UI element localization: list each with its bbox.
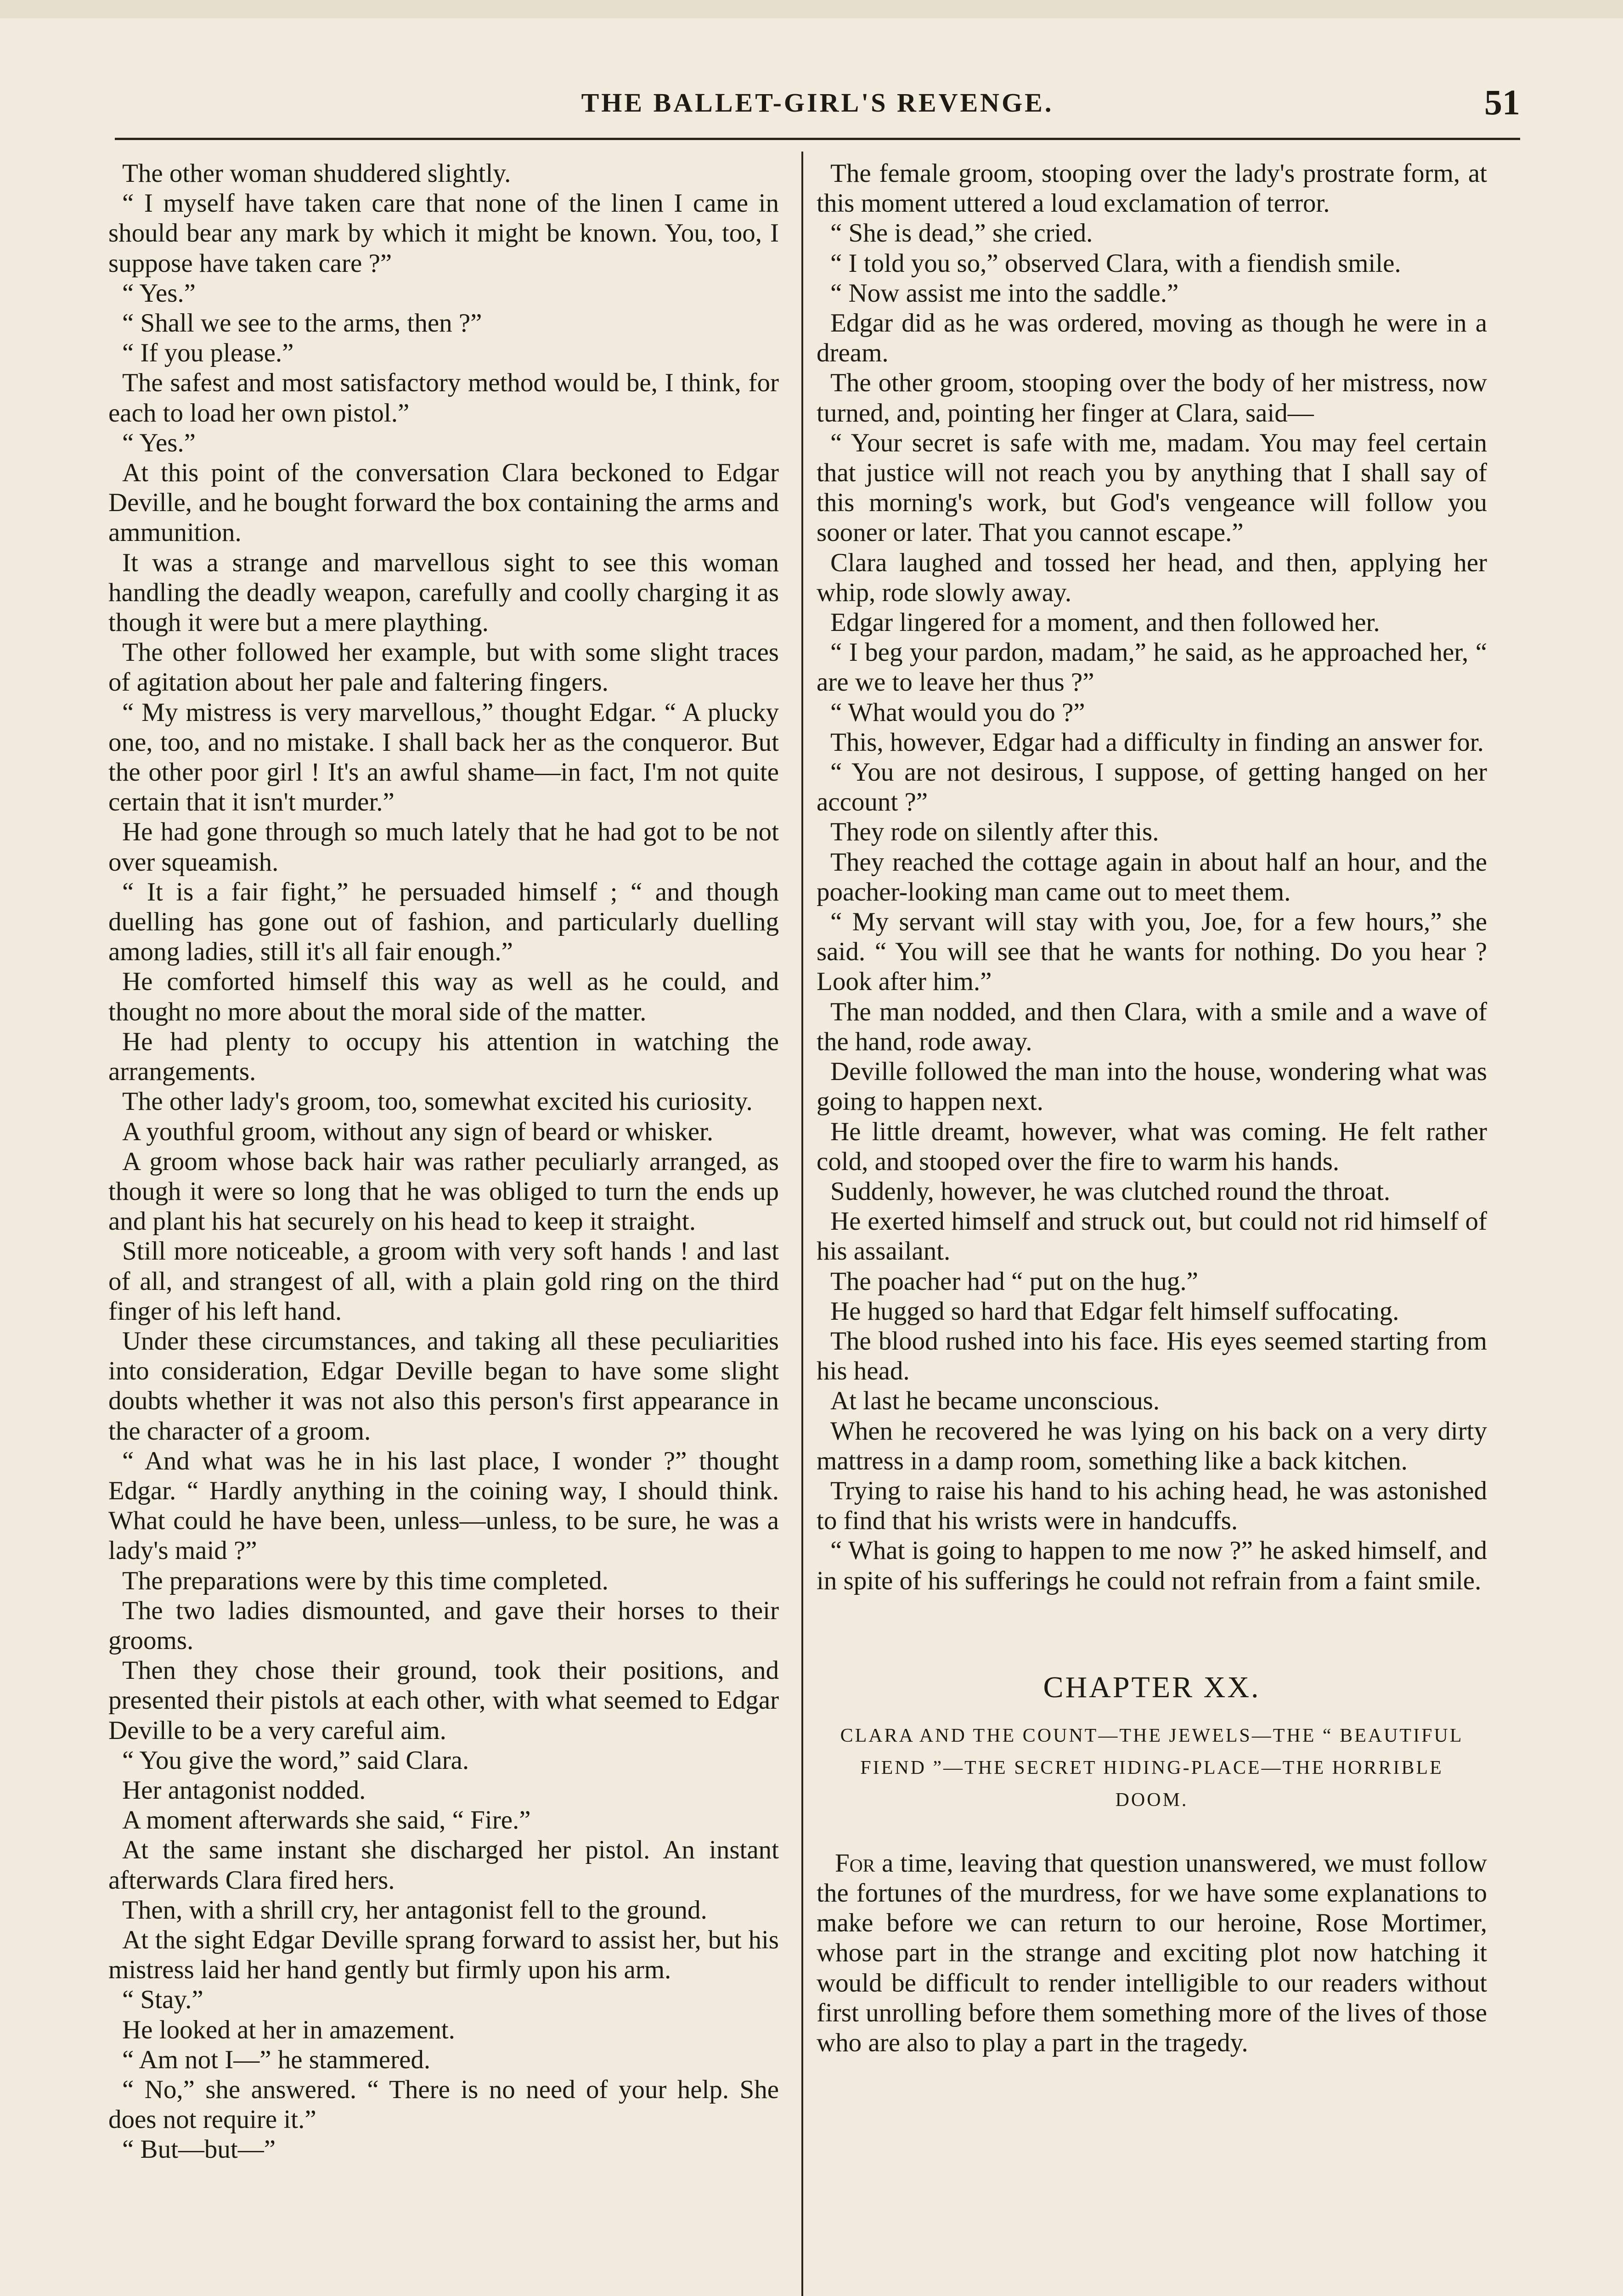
left-column [108, 158, 779, 2165]
paragraph: “ But—but—” [122, 2135, 276, 2164]
paragraph: The man nodded, and then Clara, with a smile and a wave of the hand, rode away. [817, 997, 1487, 1056]
paragraph: “ You are not desirous, I suppose, of getting hanged on her account ?” [817, 758, 1487, 817]
paragraph: “ Yes.” [122, 278, 196, 308]
paragraph: He looked at her in amazement. [122, 2015, 455, 2044]
paragraph: “ I told you so,” observed Clara, with a fiendish smile. [830, 248, 1401, 278]
paragraph: “ And what was he in his last place, I wonder ?” thought Edgar. “ Hardly anything in the coining way, I should think. What could he have been, unless—unless, to be sure, he was a lady's maid ?” [108, 1446, 779, 1565]
paragraph: At the sight Edgar Deville sprang forward to assist her, but his mistress laid her hand gently but firmly upon his arm. [108, 1925, 779, 1985]
page-number: 51 [1484, 82, 1520, 122]
paragraph: Trying to raise his hand to his aching head, he was astonished to find that his wrists were in handcuffs. [817, 1476, 1487, 1536]
paragraph: Still more noticeable, a groom with very soft hands ! and last of all, and strangest of all, with a plain gold ring on the third finger of his left hand. [108, 1237, 779, 1326]
paragraph: “ What would you do ?” [830, 698, 1085, 727]
paragraph: At the same instant she discharged her pistol. An instant afterwards Clara fired hers. [108, 1835, 779, 1895]
paragraph: “ Am not I—” he stammered. [122, 2045, 431, 2074]
paragraph: Suddenly, however, he was clutched round the throat. [830, 1176, 1391, 1206]
opening-word: For [835, 1848, 875, 1878]
paragraph: “ She is dead,” she cried. [830, 219, 1093, 248]
paragraph: “ Stay.” [122, 1985, 203, 2015]
paragraph: A moment afterwards she said, “ Fire.” [122, 1806, 531, 1835]
paragraph: The other followed her example, but with some slight traces of agitation about her pale and faltering fingers. [108, 638, 779, 697]
paragraph: “ If you please.” [122, 338, 294, 368]
header-rule [115, 138, 1520, 140]
paragraph: The other lady's groom, too, somewhat excited his curiosity. [122, 1087, 753, 1116]
paragraph: The female groom, stooping over the lady's prostrate form, at this moment uttered a loud exclamation of terror. [817, 159, 1487, 218]
paragraph: “ It is a fair fight,” he persuaded himself ; “ and though duelling has gone out of fashion, and particularly duelling among ladies, still it's all fair enough.” [108, 877, 779, 967]
paragraph: The other woman shuddered slightly. [122, 159, 511, 188]
paragraph: “ My mistress is very marvellous,” thought Edgar. “ A plucky one, too, and no mistake. I shall back her as the conqueror. But the other poor girl ! It's an awful shame—in fact, I'm not quite certain that it isn't murder.” [108, 698, 779, 817]
paragraph: They rode on silently after this. [830, 817, 1159, 847]
paragraph: “ You give the word,” said Clara. [122, 1745, 469, 1775]
paragraph: A youthful groom, without any sign of beard or whisker. [122, 1117, 714, 1146]
paragraph: Deville followed the man into the house, wondering what was going to happen next. [817, 1057, 1487, 1116]
paragraph: At last he became unconscious. [830, 1386, 1160, 1416]
paragraph: The safest and most satisfactory method would be, I think, for each to load her own pistol.” [108, 368, 779, 428]
paragraph: “ I beg your pardon, madam,” he said, as he approached her, “ are we to leave her thus ?” [817, 638, 1487, 697]
paragraph: He had plenty to occupy his attention in watching the arrangements. [108, 1027, 779, 1086]
paragraph: At this point of the conversation Clara beckoned to Edgar Deville, and he bought forward the box containing the arms and ammunition. [108, 458, 779, 547]
paragraph: Edgar did as he was ordered, moving as though he were in a dream. [817, 309, 1487, 368]
paragraph: The other groom, stooping over the body of her mistress, now turned, and, pointing her finger at Clara, said— [817, 368, 1487, 428]
paragraph: Then, with a shrill cry, her antagonist fell to the ground. [122, 1895, 707, 1925]
paragraph: “ Your secret is safe with me, madam. You may feel certain that justice will not reach you by anything that I shall say of this morning's work, but God's vengeance will follow you sooner or later. That you cannot escape.” [817, 428, 1487, 547]
chapter-opening [817, 1848, 1487, 2058]
paragraph: “ What is going to happen to me now ?” he asked himself, and in spite of his sufferings he could not refrain from a faint smile. [817, 1536, 1487, 1595]
paragraph: He little dreamt, however, what was coming. He felt rather cold, and stooped over the fire to warm his hands. [817, 1117, 1487, 1176]
paragraph: The preparations were by this time completed. [122, 1566, 609, 1595]
paragraph: When he recovered he was lying on his back on a very dirty mattress in a damp room, something like a back kitchen. [817, 1416, 1487, 1475]
paragraph: Under these circumstances, and taking all these peculiarities into consideration, Edgar Deville began to have some slight doubts whether it was not also this person's first appearance in the character of a groom. [108, 1326, 779, 1446]
paragraph: A groom whose back hair was rather peculiarly arranged, as though it were so long that he was obliged to turn the ends up and plant his hat securely on his head to keep it straight. [108, 1147, 779, 1236]
paragraph: Her antagonist nodded. [122, 1775, 366, 1805]
page-header [115, 73, 1520, 129]
paragraph: They reached the cottage again in about half an hour, and the poacher-looking man came out to meet them. [817, 847, 1487, 906]
paragraph: “ Yes.” [122, 428, 196, 457]
opening-text: a time, leaving that question unanswered, we must follow the fortunes of the murdress, for we have some explanations to make before we can return to our heroine, Rose Mortimer, whose part in the strange and exciting plot now hatching it would be difficult to render intelligible to our readers without first unrolling before them something more of the lives of those who are also to play a part in the tragedy. [817, 1848, 1487, 2057]
paragraph: “ My servant will stay with you, Joe, for a few hours,” she said. “ You will see that he wants for nothing. Do you hear ? Look after him.” [817, 907, 1487, 996]
paragraph: He exerted himself and struck out, but could not rid himself of his assailant. [817, 1207, 1487, 1266]
paragraph: He hugged so hard that Edgar felt himself suffocating. [830, 1296, 1399, 1326]
opening-paragraph [817, 1848, 1487, 2058]
paragraph: Then they chose their ground, took their positions, and presented their pistols at each other, with what seemed to Edgar Deville to be a very careful aim. [108, 1656, 779, 1745]
paragraph: “ Shall we see to the arms, then ?” [122, 309, 482, 338]
running-head: THE BALLET-GIRL'S REVENGE. [581, 88, 1054, 118]
paragraph: It was a strange and marvellous sight to see this woman handling the deadly weapon, carefully and coolly charging it as though it were but a mere plaything. [108, 548, 779, 637]
paragraph: Edgar lingered for a moment, and then followed her. [830, 608, 1380, 637]
paragraph: He had gone through so much lately that he had got to be not over squeamish. [108, 817, 779, 877]
paragraph: “ No,” she answered. “ There is no need of your help. She does not require it.” [108, 2075, 779, 2134]
paragraph: He comforted himself this way as well as he could, and thought no more about the moral side of the matter. [108, 967, 779, 1026]
paragraph: The poacher had “ put on the hug.” [830, 1266, 1198, 1296]
paragraph: Clara laughed and tossed her head, and then, applying her whip, rode slowly away. [817, 548, 1487, 607]
paragraph: The two ladies dismounted, and gave their horses to their grooms. [108, 1596, 779, 1655]
chapter-heading: CHAPTER XX. [1043, 1670, 1261, 1704]
column-rule [801, 152, 803, 2296]
right-column [817, 158, 1487, 2058]
paragraph: The blood rushed into his face. His eyes seemed starting from his head. [817, 1326, 1487, 1386]
paragraph: “ Now assist me into the saddle.” [830, 278, 1179, 308]
page-top-edge [0, 0, 1623, 18]
paragraph: “ I myself have taken care that none of the linen I came in should bear any mark by which it might be known. You, too, I suppose have taken care ?” [108, 189, 779, 278]
paragraph: This, however, Edgar had a difficulty in finding an answer for. [830, 727, 1484, 757]
chapter-synopsis: CLARA AND THE COUNT—THE JEWELS—THE “ BEAUTIFUL FIEND ”—THE SECRET HIDING-PLACE—THE HORRIBLE DOOM. [840, 1725, 1464, 1811]
